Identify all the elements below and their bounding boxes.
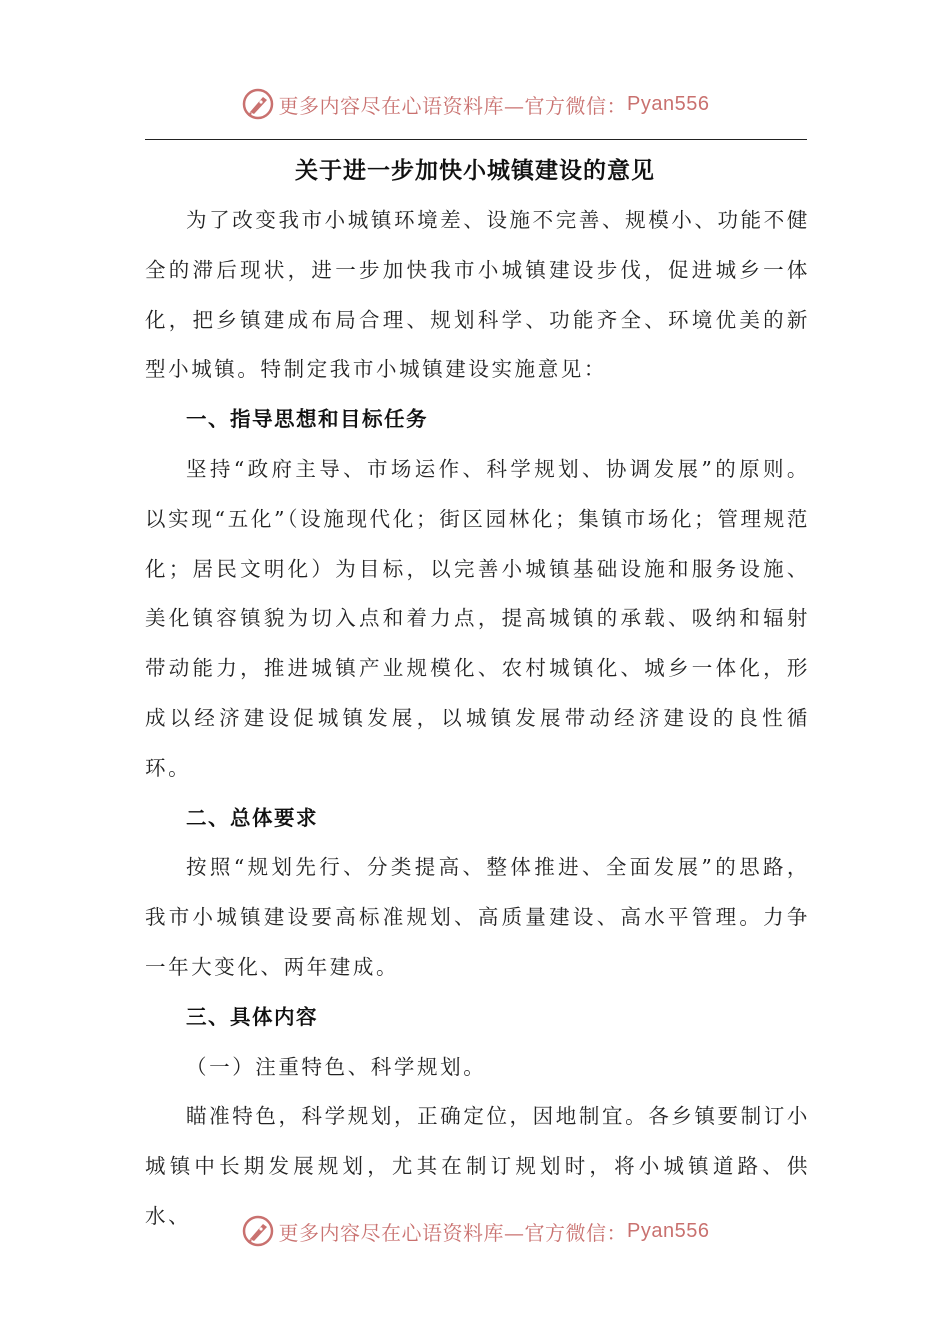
document-title: 关于进一步加快小城镇建设的意见 [295,157,655,184]
document-body [145,196,810,1242]
paragraph-guiding-principles: 坚持“政府主导、市场运作、科学规划、协调发展”的原则。以实现“五化”（设施现代化；街区园林化；集镇市场化；管理规范化；居民文明化）为目标，以完善小城镇基础设施和服务设施、美化镇容镇貌为切入点和着力点，提高城镇的承载、吸纳和辐射带动能力，推进城镇产业规模化、农村城镇化、城乡一体化，形成以经济建设促城镇发展，以城镇发展带动经济建设的良性循环。 [145,456,810,780]
watermark-banner-bottom [0,1211,950,1251]
pen-nib-logo-icon [241,1214,275,1248]
pen-nib-logo-icon [241,87,275,121]
watermark-wechat-id: Pyan556 [627,92,710,115]
header-divider [145,139,807,140]
section-heading-1: 一、指导思想和目标任务 [186,407,428,432]
watermark-text: 更多内容尽在心语资料库—官方微信： [278,1220,628,1245]
watermark-text: 更多内容尽在心语资料库—官方微信： [278,93,628,118]
paragraph-overall-requirements: 按照“规划先行、分类提高、整体推进、全面发展”的思路，我市小城镇建设要高标准规划、高质量建设、高水平管理。力争一年大变化、两年建成。 [145,855,810,979]
paragraph-planning: 瞄准特色，科学规划，正确定位，因地制宜。各乡镇要制订小城镇中长期发展规划，尤其在制订规划时，将小城镇道路、供水、 [145,1104,810,1228]
watermark-wechat-id: Pyan556 [627,1219,710,1242]
paragraph-intro: 为了改变我市小城镇环境差、设施不完善、规模小、功能不健全的滞后现状，进一步加快我市小城镇建设步伐，促进城乡一体化，把乡镇建成布局合理、规划科学、功能齐全、环境优美的新型小城镇。特制定我市小城镇建设实施意见： [145,208,810,382]
section-heading-3: 三、具体内容 [186,1004,318,1029]
subsection-heading-1: （一）注重特色、科学规划。 [186,1054,487,1079]
section-heading-2: 二、总体要求 [186,805,318,830]
watermark-banner-top [0,84,950,124]
